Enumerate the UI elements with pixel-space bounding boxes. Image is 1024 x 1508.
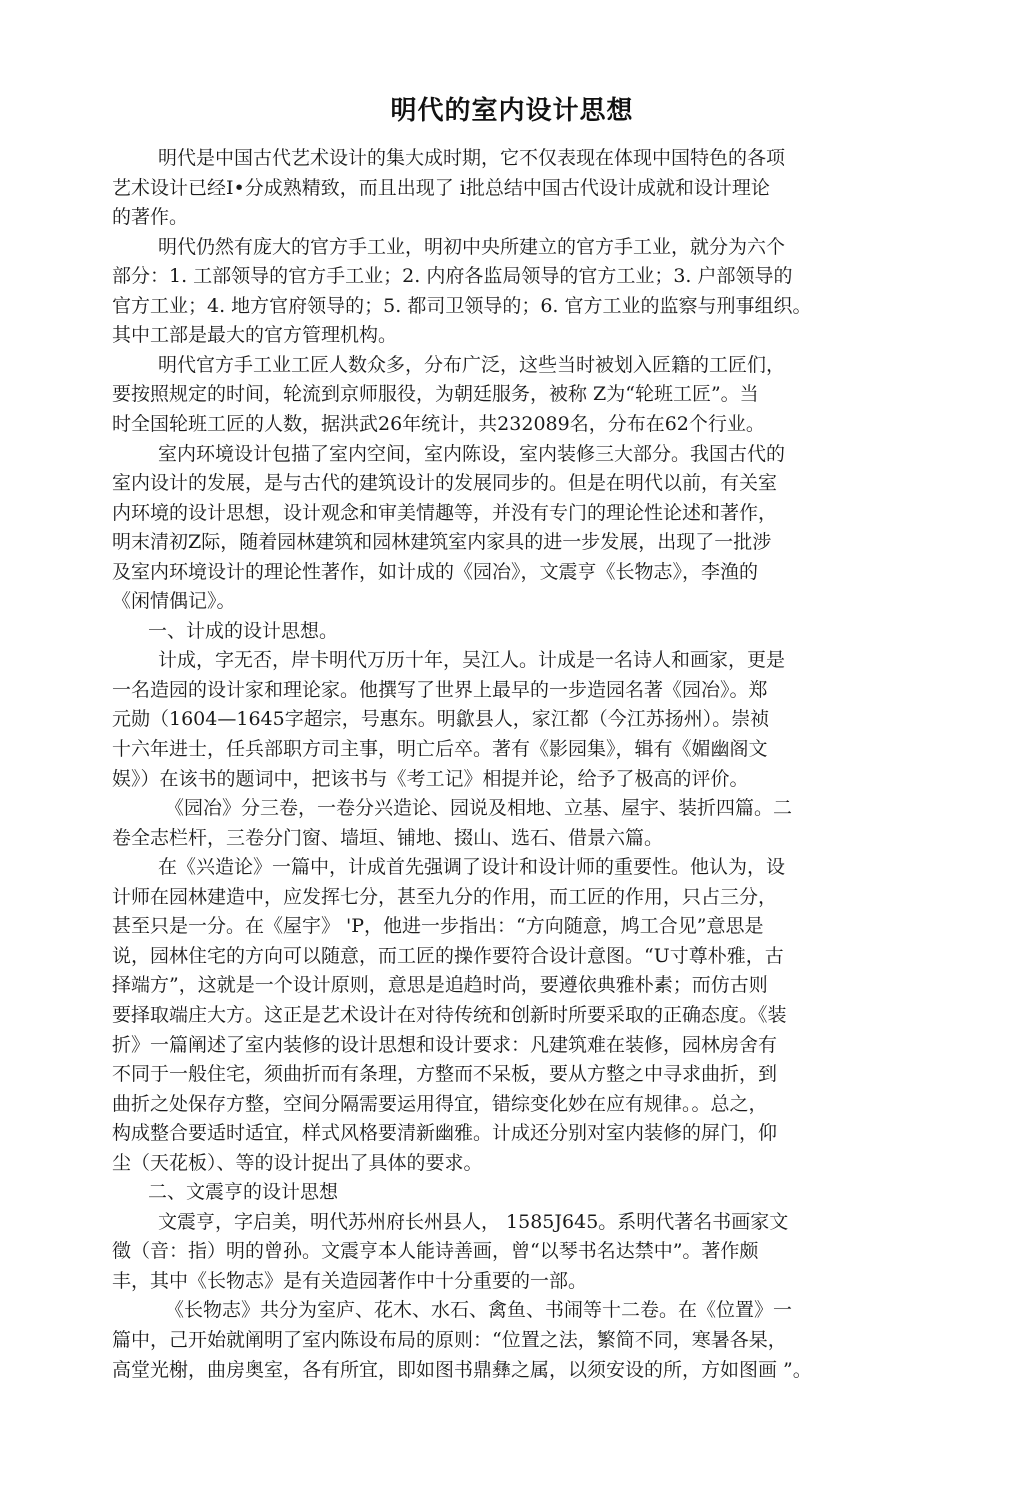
text-line: 要择取端庄大方。这正是艺术设计在对待传统和创新时所要采取的正确态度。《装 (112, 1004, 787, 1026)
page-title: 明代的室内设计思想 (390, 96, 634, 126)
text-line: 卷全志栏杆，三卷分门窗、墙垣、铺地、掇山、选石、借景六篇。 (112, 827, 664, 849)
text-line: 甚至只是一分。在《屋宇》 'P，他进一步指出：“方向随意，鸠工合见”意思是 (112, 915, 764, 937)
text-line: 丰，其中《长物志》是有关造园著作中十分重要的一部。 (112, 1270, 588, 1292)
text-line: 内环境的设计思想，设计观念和审美情趣等，并没有专门的理论性论述和著作， (112, 502, 778, 524)
text-line: 明代官方手工业工匠人数众多，分布广泛，这些当时被划入匠籍的工匠们， (158, 354, 786, 376)
text-line: 计师在园林建造中，应发挥七分，甚至九分的作用，而工匠的作用，只占三分， (112, 886, 778, 908)
text-line: 《园冶》分三卷，一卷分兴造论、园说及相地、立基、屋宇、装折四篇。二 (165, 797, 793, 819)
text-line: 艺术设计已经I•分成熟精致，而且出现了 i批总结中国古代设计成就和设计理论 (112, 177, 770, 199)
text-line: 《闲情偶记》。 (112, 590, 236, 612)
text-line: 择端方”，这就是一个设计原则，意思是追趋时尚，要遵依典雅朴素；而仿古则 (112, 974, 768, 996)
text-line: 室内环境设计包描了室内空间，室内陈设，室内装修三大部分。我国古代的 (158, 443, 786, 465)
text-line: 篇中，己开始就阐明了室内陈设布局的原则：“位置之法，繁简不同，寒暑各杲， (112, 1329, 787, 1351)
text-line: 时全国轮班工匠的人数，据洪武26年统计，共232089名，分布在62个行业。 (112, 413, 765, 435)
text-line: 元勋（1604—1645字超宗，号惠东。明歙县人，家江都（今江苏扬州）。崇祯 (112, 708, 770, 730)
text-line: 曲折之处保存方整，空间分隔需要运用得宜，错综变化妙在应有规律。。总之， (112, 1093, 768, 1115)
text-line: 构成整合要适时适宜，样式风格要清新幽雅。计成还分别对室内装修的屏门，仰 (112, 1122, 778, 1144)
text-line: 徵（音：指）明的曾孙。文震亨本人能诗善画，曾“以琴书名达禁中”。著作颇 (112, 1240, 759, 1262)
text-line: 官方工业；4. 地方官府领导的；5. 都司卫领导的；6. 官方工业的监察与刑事组织。 (112, 295, 812, 317)
text-line: 不同于一般住宅，须曲折而有条理，方整而不呆板，要从方整之中寻求曲折，到 (112, 1063, 778, 1085)
text-line: 在《兴造论》一篇中，计成首先强调了设计和设计师的重要性。他认为，设 (158, 856, 786, 878)
text-line: 明代仍然有庞大的官方手工业，明初中央所建立的官方手工业，就分为六个 (158, 236, 786, 258)
text-line: 及室内环境设计的理论性著作，如计成的《园冶》，文震亨《长物志》，李渔的 (112, 561, 759, 583)
text-line: 说，园林住宅的方向可以随意，而工匠的操作要符合设计意图。“U寸尊朴雅，古 (112, 945, 784, 967)
text-line: 部分：1. 工部领导的官方手工业；2. 内府各监局领导的官方工业；3. 户部领导的 (112, 265, 793, 287)
text-line: 明末清初Z际，随着园林建筑和园林建筑室内家具的进一步发展，出现了一批涉 (112, 531, 772, 553)
text-line: 明代是中国古代艺术设计的集大成时期，它不仅表现在体现中国特色的各项 (158, 147, 786, 169)
text-line: 文震亨，字启美，明代苏州府长州县人， 1585J645。系明代著名书画家文 (158, 1211, 789, 1233)
text-line: 的著作。 (112, 206, 189, 228)
text-line: 尘（天花板）、等的设计捉出了具体的要求。 (112, 1152, 483, 1174)
text-line: 室内设计的发展，是与古代的建筑设计的发展同步的。但是在明代以前，有关室 (112, 472, 778, 494)
text-line: 要按照规定的时间，轮流到京师服役，为朝廷服务，被称 Z为“轮班工匠”。当 (112, 383, 759, 405)
text-line: 二、文震亨的设计思想 (148, 1181, 339, 1203)
text-line: 一、计成的设计思想。 (148, 620, 339, 642)
text-line: 其中工部是最大的官方管理机构。 (112, 324, 398, 346)
text-line: 娱》）在该书的题词中，把该书与《考工记》相提并论，给予了极高的评价。 (112, 768, 749, 790)
text-line: 一名造园的设计家和理论家。他撰写了世界上最早的一步造园名著《园冶》。郑 (112, 679, 768, 701)
text-line: 《长物志》共分为室庐、花木、水石、禽鱼、书闹等十二卷。在《位置》一 (165, 1299, 793, 1321)
text-line: 计成，字无否，岸卡明代万历十年，吴江人。计成是一名诗人和画家，更是 (158, 649, 786, 671)
text-line: 高堂光榭，曲房奥室，各有所宜，即如图书鼎彝之属，以须安设的所，方如图画 ”。 (112, 1359, 812, 1381)
text-line: 折》一篇阐述了室内装修的设计思想和设计要求：凡建筑难在装修，园林房舍有 (112, 1034, 778, 1056)
text-line: 十六年进士，任兵部职方司主事，明亡后卒。著有《影园集》，辑有《媚幽阁文 (112, 738, 768, 760)
